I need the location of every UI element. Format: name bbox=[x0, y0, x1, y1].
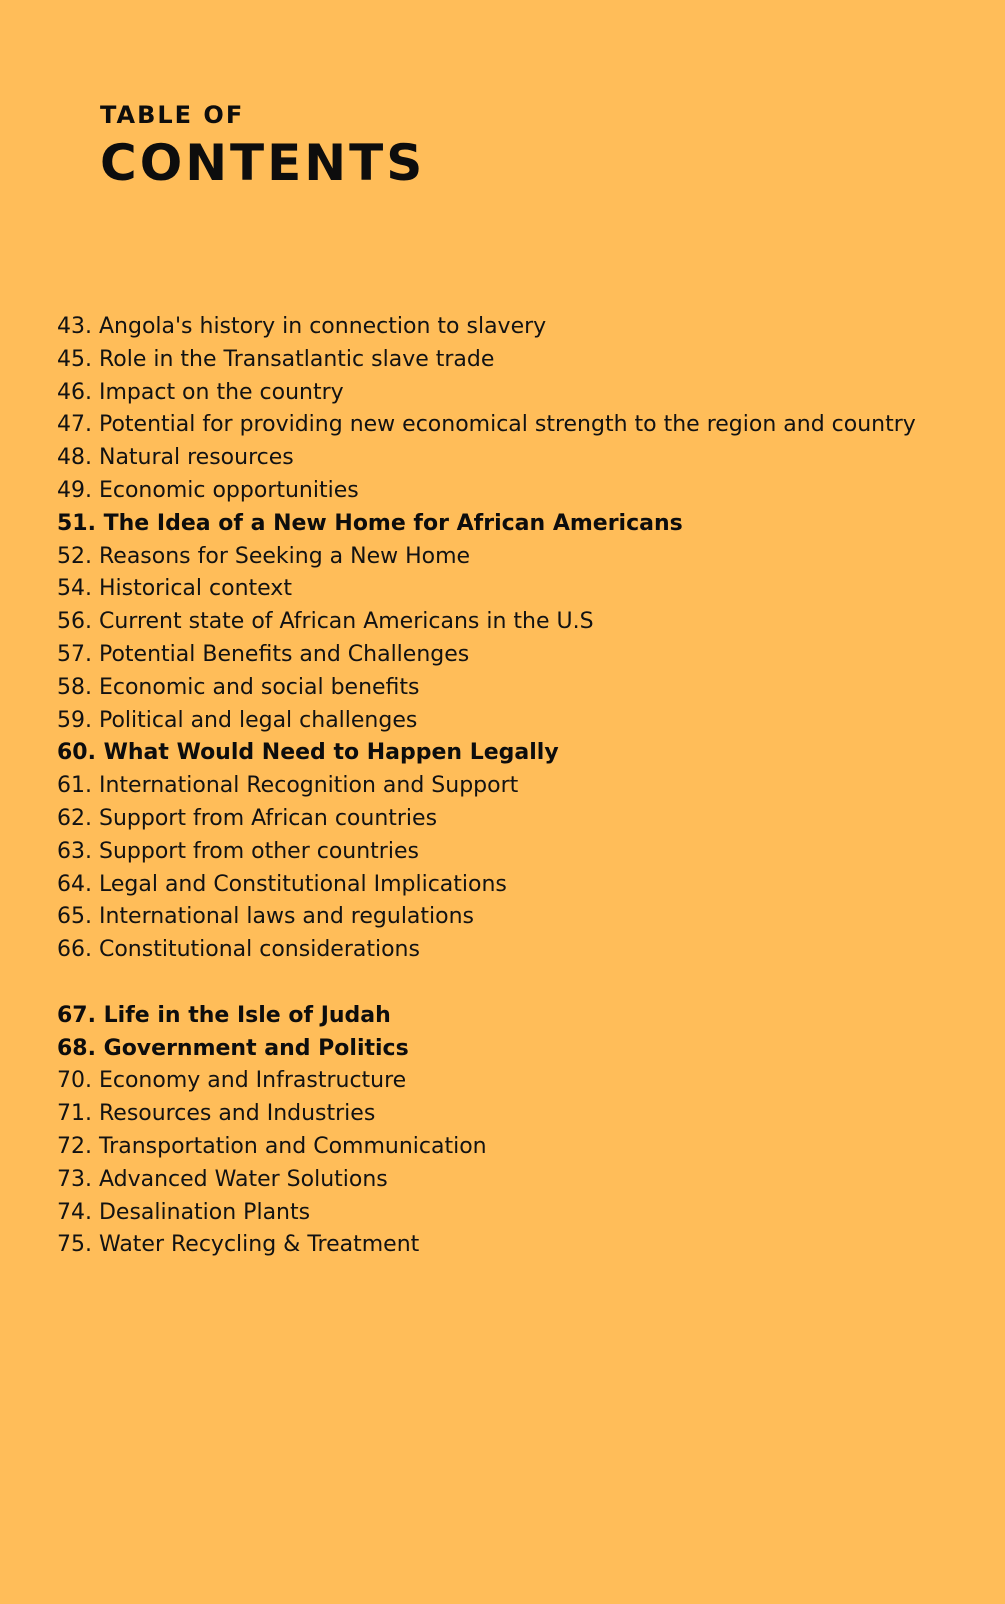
toc-section-heading: 67. Life in the Isle of Judah bbox=[57, 1002, 391, 1028]
toc-spacer bbox=[57, 967, 916, 1000]
toc-entry: 70. Economy and Infrastructure bbox=[57, 1068, 407, 1094]
toc-entry: 72. Transportation and Communication bbox=[57, 1133, 487, 1159]
title-line-large: CONTENTS bbox=[100, 134, 426, 192]
toc-entry: 64. Legal and Constitutional Implications bbox=[57, 871, 507, 897]
toc-entry: 66. Constitutional considerations bbox=[57, 937, 420, 963]
toc-entry: 71. Resources and Industries bbox=[57, 1101, 376, 1127]
toc-entry: 57. Potential Benefits and Challenges bbox=[57, 641, 470, 667]
toc-entry: 54. Historical context bbox=[57, 576, 292, 602]
toc-entry: 43. Angola's history in connection to slavery bbox=[57, 314, 547, 339]
toc-entry: 46. Impact on the country bbox=[57, 379, 344, 405]
toc-entry: 74. Desalination Plants bbox=[57, 1199, 311, 1225]
toc-entry: 62. Support from African countries bbox=[57, 805, 438, 831]
toc-entry: 63. Support from other countries bbox=[57, 838, 419, 864]
toc-entry: 52. Reasons for Seeking a New Home bbox=[57, 543, 471, 569]
toc-entry: 65. International laws and regulations bbox=[57, 904, 475, 930]
toc-list bbox=[57, 311, 916, 1262]
toc-entry: 48. Natural resources bbox=[57, 445, 294, 471]
toc-entry: 49. Economic opportunities bbox=[57, 477, 359, 503]
toc-entry: 59. Political and legal challenges bbox=[57, 707, 418, 733]
toc-entry: 73. Advanced Water Solutions bbox=[57, 1166, 388, 1192]
page-title bbox=[100, 98, 425, 194]
toc-section-heading: 60. What Would Need to Happen Legally bbox=[57, 740, 559, 766]
toc-entry: 56. Current state of African Americans in the U.S bbox=[57, 609, 594, 635]
toc-entry: 58. Economic and social benefits bbox=[57, 674, 420, 700]
toc-entry: 61. International Recognition and Support bbox=[57, 773, 519, 799]
title-line-small: TABLE OF bbox=[100, 101, 245, 129]
toc-entry: 47. Potential for providing new economical strength to the region and country bbox=[57, 412, 916, 438]
toc-entry: 75. Water Recycling & Treatment bbox=[57, 1232, 420, 1258]
toc-section-heading: 51. The Idea of a New Home for African Americans bbox=[57, 510, 683, 536]
toc-entry: 45. Role in the Transatlantic slave trade bbox=[57, 346, 495, 372]
toc-section-heading: 68. Government and Politics bbox=[57, 1035, 409, 1061]
